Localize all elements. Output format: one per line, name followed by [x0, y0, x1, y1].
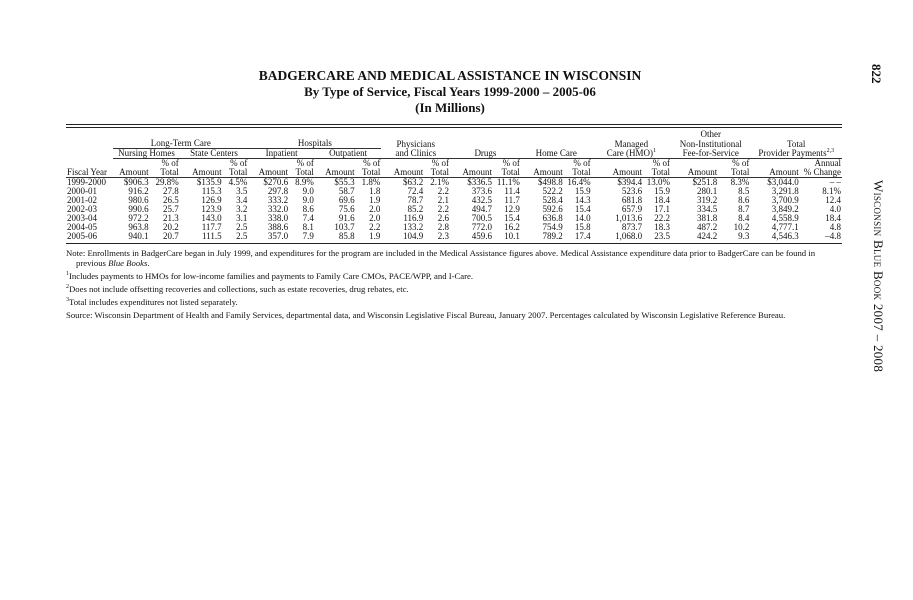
footnote-1: $^1$Includes payments to HMOs for low-income families and payments to Family Care CMOs, PACE/WPP, and I-Care.	[66, 271, 474, 281]
amount-cell: 432.5	[471, 195, 492, 205]
amount-cell: 69.6	[338, 195, 355, 205]
amount-cell: 116.9	[403, 213, 424, 223]
amount-cell: $3,044.0	[767, 177, 799, 187]
page-number: 822	[869, 64, 884, 84]
note-main: Note: Enrollments in BadgerCare began in July 1999, and expenditures for the program are included in the Medical Assistance figures above. Medical Assistance expenditure data prior to BadgerCare can be found in previous Blue Books.	[66, 248, 816, 268]
percent-cell: 27.8	[162, 186, 179, 196]
amount-cell: 636.8	[542, 213, 563, 223]
amount-cell: 3,291.8	[771, 186, 799, 196]
fiscal-year-cell: 2001-02	[67, 195, 97, 205]
amount-cell: 319.2	[696, 195, 718, 205]
amount-cell: 72.4	[407, 186, 424, 196]
fiscal-year-cell: 2003-04	[67, 213, 97, 223]
pct-of-label: % of	[732, 158, 750, 168]
percent-cell: 15.9	[654, 186, 671, 196]
amount-cell: 940.1	[128, 231, 149, 241]
percent-cell: 2.0	[369, 204, 381, 214]
fiscal-year-cell: 2004-05	[67, 222, 97, 232]
table-row	[66, 223, 842, 232]
pct-of-label: % of	[573, 158, 591, 168]
amount-cell: 772.0	[471, 222, 492, 232]
percent-cell: 4.0	[829, 204, 841, 214]
amount-header: Amount	[315, 168, 356, 178]
pct-total-header: Total	[223, 168, 249, 178]
percent-cell: 2.5	[236, 231, 248, 241]
top-rule	[66, 124, 842, 125]
percent-cell: 2.1%	[430, 177, 450, 187]
amount-cell: 1,013.6	[615, 213, 643, 223]
percent-cell: 16.2	[504, 222, 520, 232]
pct-total-header: Total	[718, 168, 750, 178]
percent-cell: – –	[829, 177, 841, 187]
pct-total-header: Total	[424, 168, 450, 178]
header-row-5	[66, 168, 842, 178]
percent-cell: 11.1%	[496, 177, 520, 187]
amount-cell: 657.9	[621, 204, 643, 214]
amount-cell: 963.8	[128, 222, 149, 232]
source-note: Source: Wisconsin Department of Health and Family Services, departmental data, and Wisconsin Legislative Fiscal Bureau, January 2007. Percentages calculated by Wisconsin Legislative Reference Bureau.	[66, 310, 786, 320]
other-header-3: Fee-for-Service	[671, 149, 750, 159]
amount-cell: $270.6	[263, 177, 289, 187]
amount-cell: $394.4	[617, 177, 643, 187]
managed-header-2: Care (HMO)$^1$	[592, 149, 671, 159]
pct-of-label: % of	[296, 158, 314, 168]
physicians-header-2: and Clinics	[381, 149, 450, 159]
amount-header: Amount	[180, 168, 223, 178]
amount-header: Amount	[248, 168, 289, 178]
percent-cell: 11.4	[504, 186, 520, 196]
percent-cell: 4.5%	[228, 177, 248, 187]
amount-cell: 333.2	[267, 195, 289, 205]
percent-cell: 8.3%	[730, 177, 750, 187]
pct-of-label: % of	[652, 158, 671, 168]
amount-cell: 916.2	[128, 186, 149, 196]
percent-cell: 13.0%	[646, 177, 671, 187]
percent-cell: 2.0	[369, 213, 381, 223]
percent-cell: 23.5	[654, 231, 671, 241]
percent-cell: 2.1	[437, 195, 450, 205]
percent-cell: 8.5	[738, 186, 750, 196]
amount-cell: 133.2	[403, 222, 424, 232]
percent-cell: 10.2	[733, 222, 750, 232]
percent-cell: 8.6	[302, 204, 314, 214]
percent-cell: 15.4	[574, 204, 591, 214]
amount-cell: 280.1	[696, 186, 718, 196]
amount-cell: 487.2	[696, 222, 718, 232]
pct-of-label: % of	[161, 158, 179, 168]
amount-cell: 115.3	[201, 186, 222, 196]
table-title: BADGERCARE AND MEDICAL ASSISTANCE IN WISCONSIN	[258, 68, 642, 83]
amount-header: Amount	[521, 168, 564, 178]
amount-header: Amount	[381, 168, 424, 178]
amount-cell: 789.2	[542, 231, 563, 241]
amount-cell: 1,068.0	[615, 231, 643, 241]
pct-of-label: % of	[363, 158, 381, 168]
amount-cell: 700.5	[471, 213, 492, 223]
footnote-3: $^3$Total includes expenditures not listed separately.	[66, 297, 238, 307]
pct-of-label: % of	[230, 158, 248, 168]
amount-cell: 459.6	[471, 231, 492, 241]
percent-cell: 1.8	[369, 186, 381, 196]
table-row	[66, 205, 842, 214]
fiscal-year-header: Fiscal Year	[66, 168, 113, 178]
annual-label: Annual	[814, 158, 841, 168]
percent-cell: 14.3	[574, 195, 591, 205]
amount-cell: 3,849.2	[771, 204, 799, 214]
hospitals-header: Hospitals	[248, 139, 381, 149]
table-row	[66, 232, 842, 244]
notes-block	[66, 248, 842, 320]
managed-header-1: Managed	[614, 138, 649, 149]
percent-cell: 17.4	[574, 231, 591, 241]
percent-cell: 29.8%	[155, 177, 179, 187]
amount-cell: 4,558.9	[771, 213, 799, 223]
percent-cell: 8.1%	[822, 186, 841, 196]
amount-cell: 3,700.9	[771, 195, 799, 205]
percent-cell: 1.9	[369, 195, 381, 205]
header-row-3	[66, 149, 842, 159]
fiscal-year-cell: 2005-06	[67, 231, 97, 241]
amount-cell: 754.9	[542, 222, 563, 232]
amount-cell: 85.2	[407, 204, 424, 214]
amount-cell: 297.8	[267, 186, 289, 196]
percent-cell: 18.4	[825, 213, 841, 223]
amount-cell: 332.0	[267, 204, 289, 214]
table-row	[66, 187, 842, 196]
amount-cell: 592.6	[542, 204, 563, 214]
amount-cell: 334.5	[696, 204, 718, 214]
amount-header: Amount	[750, 168, 799, 178]
percent-cell: 26.5	[162, 195, 179, 205]
amount-cell: 494.7	[471, 204, 492, 214]
pct-total-header: Total	[289, 168, 315, 178]
amount-cell: $63.2	[403, 177, 424, 187]
amount-cell: $135.9	[196, 177, 222, 187]
footnote-2: $^2$Does not include offsetting recoveries and collections, such as estate recoveries, drug rebates, etc.	[66, 284, 409, 294]
amount-cell: 424.2	[696, 231, 718, 241]
percent-cell: 15.4	[504, 213, 520, 223]
percent-cell: 3.5	[236, 186, 248, 196]
home-care-header: Home Care	[521, 149, 592, 159]
other-header-2: Non-Institutional	[679, 138, 742, 149]
percent-cell: 2.3	[437, 231, 450, 241]
percent-cell: 18.4	[654, 195, 671, 205]
pct-total-header: Total	[356, 168, 382, 178]
pct-of-label: % of	[431, 158, 450, 168]
total-header-1: Total	[787, 138, 806, 149]
amount-cell: 91.6	[338, 213, 355, 223]
amount-cell: 523.6	[621, 186, 643, 196]
percent-cell: 2.2	[369, 222, 381, 232]
table-units: (In Millions)	[415, 100, 485, 115]
pct-total-header: Total	[150, 168, 180, 178]
fiscal-year-cell: 2000-01	[67, 186, 97, 196]
table-row	[66, 178, 842, 188]
pct-change-header: % Change	[800, 168, 842, 178]
percent-cell: 8.4	[738, 213, 750, 223]
percent-cell: 2.2	[437, 204, 450, 214]
amount-cell: 123.9	[201, 204, 222, 214]
percent-cell: 8.6	[738, 195, 750, 205]
table-row	[66, 214, 842, 223]
percent-cell: 22.2	[654, 213, 671, 223]
amount-cell: $498.8	[538, 177, 563, 187]
percent-cell: 4.8	[829, 222, 841, 232]
percent-cell: 8.7	[738, 204, 750, 214]
drugs-header: Drugs	[450, 149, 521, 159]
percent-cell: 10.1	[504, 231, 520, 241]
amount-cell: 111.5	[202, 231, 222, 241]
amount-header: Amount	[450, 168, 493, 178]
amount-cell: 381.8	[696, 213, 718, 223]
percent-cell: 3.4	[236, 195, 248, 205]
amount-cell: 373.6	[471, 186, 492, 196]
total-header-2: Provider Payments$^{2,3}$	[750, 149, 842, 159]
pct-total-header: Total	[564, 168, 592, 178]
amount-cell: 4,546.3	[771, 231, 799, 241]
pct-total-header: Total	[643, 168, 671, 178]
percent-cell: 14.0	[574, 213, 591, 223]
percent-cell: 8.9%	[295, 177, 314, 187]
percent-cell: 2.5	[236, 222, 248, 232]
amount-cell: 528.4	[542, 195, 563, 205]
table-row	[66, 196, 842, 205]
amount-cell: 388.6	[267, 222, 289, 232]
amount-cell: $55.3	[334, 177, 355, 187]
fiscal-year-cell: 1999-2000	[67, 177, 106, 187]
pct-total-header: Total	[493, 168, 521, 178]
amount-header: Amount	[671, 168, 718, 178]
percent-cell: 12.9	[504, 204, 520, 214]
amount-cell: 75.6	[338, 204, 355, 214]
amount-cell: 990.6	[128, 204, 149, 214]
pct-of-label: % of	[502, 158, 520, 168]
amount-cell: 78.7	[407, 195, 424, 205]
amount-cell: $906.3	[123, 177, 149, 187]
percent-cell: 25.7	[162, 204, 179, 214]
percent-cell: 20.7	[162, 231, 179, 241]
state-centers-header: State Centers	[180, 149, 249, 159]
amount-cell: $336.5	[467, 177, 492, 187]
percent-cell: 9.3	[738, 231, 750, 241]
amount-cell: 972.2	[128, 213, 149, 223]
percent-cell: 9.0	[302, 186, 314, 196]
top-rule-double	[66, 127, 842, 128]
amount-cell: 85.8	[338, 231, 355, 241]
expenditure-table	[66, 130, 842, 244]
amount-header: Amount	[113, 168, 149, 178]
percent-cell: 3.2	[236, 204, 248, 214]
percent-cell: 1.9	[369, 231, 381, 241]
physicians-header-1: Physicians	[396, 138, 435, 149]
percent-cell: 1.8%	[361, 177, 381, 187]
other-header-1: Other	[700, 129, 721, 139]
percent-cell: 8.1	[302, 222, 314, 232]
running-head: Wisconsin Blue Book 2007 – 2008	[871, 180, 886, 373]
percent-cell: 11.7	[504, 195, 520, 205]
nursing-homes-header: Nursing Homes	[113, 149, 180, 159]
amount-cell: 58.7	[338, 186, 355, 196]
amount-cell: 522.2	[542, 186, 563, 196]
long-term-care-header: Long-Term Care	[113, 139, 248, 149]
percent-cell: 2.8	[437, 222, 450, 232]
table-subtitle: By Type of Service, Fiscal Years 1999-2000 – 2005-06	[304, 84, 596, 99]
amount-cell: 143.0	[201, 213, 222, 223]
amount-cell: 980.6	[128, 195, 149, 205]
percent-cell: 7.9	[302, 231, 314, 241]
percent-cell: 20.2	[162, 222, 179, 232]
percent-cell: 12.4	[825, 195, 841, 205]
header-row-4	[66, 159, 842, 169]
percent-cell: 3.1	[236, 213, 248, 223]
amount-cell: 4,777.1	[771, 222, 799, 232]
percent-cell: 9.0	[302, 195, 314, 205]
amount-cell: 126.9	[201, 195, 222, 205]
percent-cell: 18.3	[654, 222, 671, 232]
amount-cell: 103.7	[334, 222, 355, 232]
amount-cell: $251.8	[692, 177, 718, 187]
percent-cell: 15.8	[574, 222, 591, 232]
percent-cell: 2.6	[437, 213, 450, 223]
amount-cell: 681.8	[621, 195, 643, 205]
amount-cell: 104.9	[403, 231, 424, 241]
percent-cell: 21.3	[162, 213, 179, 223]
percent-cell: 7.4	[302, 213, 314, 223]
amount-cell: 338.0	[267, 213, 289, 223]
amount-cell: 873.7	[621, 222, 643, 232]
amount-cell: 357.0	[267, 231, 289, 241]
fiscal-year-cell: 2002-03	[67, 204, 97, 214]
amount-header: Amount	[592, 168, 644, 178]
outpatient-header: Outpatient	[315, 149, 382, 159]
percent-cell: 16.4%	[567, 177, 591, 187]
percent-cell: –4.8	[825, 231, 841, 241]
percent-cell: 17.1	[654, 204, 671, 214]
amount-cell: 117.7	[201, 222, 222, 232]
inpatient-header: Inpatient	[248, 149, 315, 159]
percent-cell: 15.9	[574, 186, 591, 196]
percent-cell: 2.2	[437, 186, 450, 196]
